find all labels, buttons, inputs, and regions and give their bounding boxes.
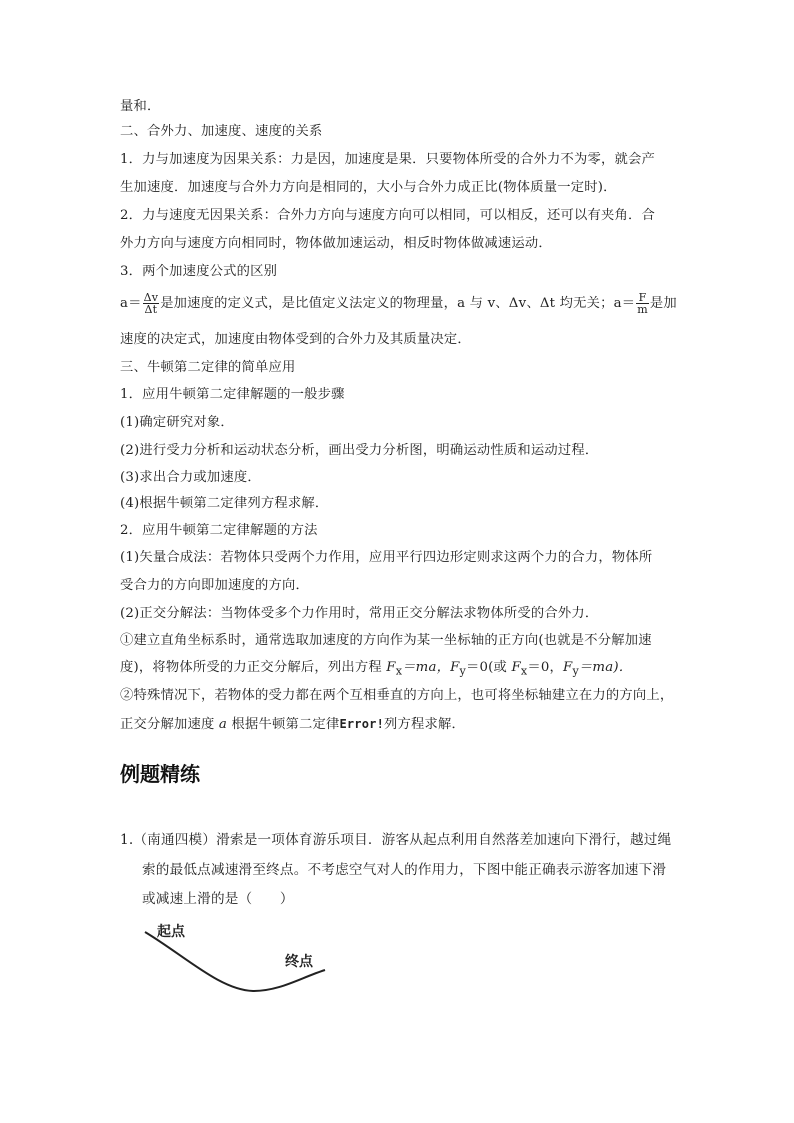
eq-eq-0: ＝0(或: [466, 660, 512, 675]
question1-line2: 索的最低点减速滑至终点。不考虑空气对人的作用力，下图中能正确表示游客加速下滑: [142, 862, 667, 878]
fraction-denominator-dt: Δt: [144, 303, 158, 316]
step-3: (3)求出合力或加速度．: [120, 470, 261, 485]
label-end: 终点: [285, 954, 313, 970]
circle2-text-post: 列方程求解．: [384, 717, 465, 732]
question1-line3: 或减速上滑的是（ ）: [142, 891, 294, 907]
paragraph-continuation: 量和．: [120, 99, 161, 114]
eq-eq-ma: ＝ma，: [402, 660, 451, 675]
formula-a-eq: a＝: [120, 296, 142, 311]
method1-line2: 受合力的方向即加速度的方向．: [120, 578, 309, 593]
method1-line1: (1)矢量合成法：若物体只受两个力作用，应用平行四边形定则求这两个力的合力，物体所: [120, 550, 653, 565]
sec2-item1-line2: 生加速度．加速度与合外力方向是相同的，大小与合外力成正比(物体质量一定时)．: [120, 180, 617, 195]
formula-line: [120, 292, 680, 315]
method2: (2)正交分解法：当物体受多个力作用时，常用正交分解法求物体所受的合外力．: [120, 606, 599, 621]
circle2-text-pre: 正交分解加速度: [120, 717, 219, 732]
eq-sub-x: x: [395, 664, 403, 678]
eq-sub-y2: y: [572, 664, 579, 678]
eq-Fx: F: [386, 660, 396, 675]
eq-Fy2: F: [563, 660, 573, 675]
circle2-line1: ②特殊情况下，若物体的受力都在两个互相垂直的方向上，也可将坐标轴建立在力的方向上，: [120, 688, 674, 703]
circle1-line2-text: 度)，将物体所受的力正交分解后，列出方程: [120, 660, 387, 675]
sec2-item3: 3．两个加速度公式的区别: [120, 264, 278, 279]
eq-Fy: F: [450, 660, 460, 675]
circle1-line2: [120, 658, 680, 682]
sec3-item2: 2．应用牛顿第二定律解题的方法: [120, 523, 318, 538]
sec2-item2-line1: 2．力与速度无因果关系：合外力方向与速度方向可以相同，可以相反，还可以有夹角．合: [120, 208, 656, 223]
formula-text1: 是加速度的定义式，是比值定义法定义的物理量，a 与 v、Δv、Δt 均无关；a＝: [160, 296, 636, 311]
circle1-line1: ①建立直角坐标系时，通常选取加速度的方向作为某一坐标轴的正方向(也就是不分解加速: [120, 633, 652, 648]
circle2-text-mid: 根据牛顿第二定律: [227, 717, 340, 732]
circle2-var-a: a: [218, 717, 228, 732]
section3-title: 三、牛顿第二定律的简单应用: [120, 360, 296, 375]
step-4: (4)根据牛顿第二定律列方程求解．: [120, 496, 329, 511]
step-2: (2)进行受力分析和运动状态分析，画出受力分析图，明确运动性质和运动过程．: [120, 443, 599, 458]
label-start: 起点: [157, 924, 185, 940]
fraction-dv-dt: [143, 292, 160, 315]
formula-text2: 是加: [649, 296, 677, 311]
circle2-line2: [120, 714, 680, 735]
error-text: Error!: [339, 717, 385, 731]
fraction-denominator-m: m: [637, 303, 648, 316]
zipline-figure: [135, 918, 335, 998]
question1-line1: 1.（南通四模）滑索是一项体育游乐项目．游客从起点利用自然落差加速向下滑行，越过绳: [120, 832, 672, 848]
section2-title: 二、合外力、加速度、速度的关系: [120, 124, 323, 139]
fraction-numerator-dv: Δv: [143, 291, 159, 304]
fraction-numerator-f: F: [636, 292, 649, 304]
sec2-item2-line2: 外力方向与速度方向相同时，物体做加速运动，相反时物体做减速运动．: [120, 236, 552, 251]
sec2-item1-line1: 1．力与加速度为因果关系：力是因，加速度是果．只要物体所受的合外力不为零，就会产: [120, 152, 656, 167]
eq-eq-0b: ＝0，: [527, 660, 564, 675]
eq-eq-ma2: ＝ma)．: [578, 660, 633, 675]
examples-heading: 例题精练: [120, 762, 200, 786]
eq-Fx2: F: [511, 660, 521, 675]
formula-line2: 速度的决定式，加速度由物体受到的合外力及其质量决定．: [120, 332, 471, 347]
eq-sub-y: y: [459, 664, 466, 678]
eq-sub-x2: x: [520, 664, 528, 678]
fraction-f-m: [636, 292, 649, 315]
sec3-item1: 1．应用牛顿第二定律解题的一般步骤: [120, 387, 345, 402]
step-1: (1)确定研究对象．: [120, 415, 234, 430]
